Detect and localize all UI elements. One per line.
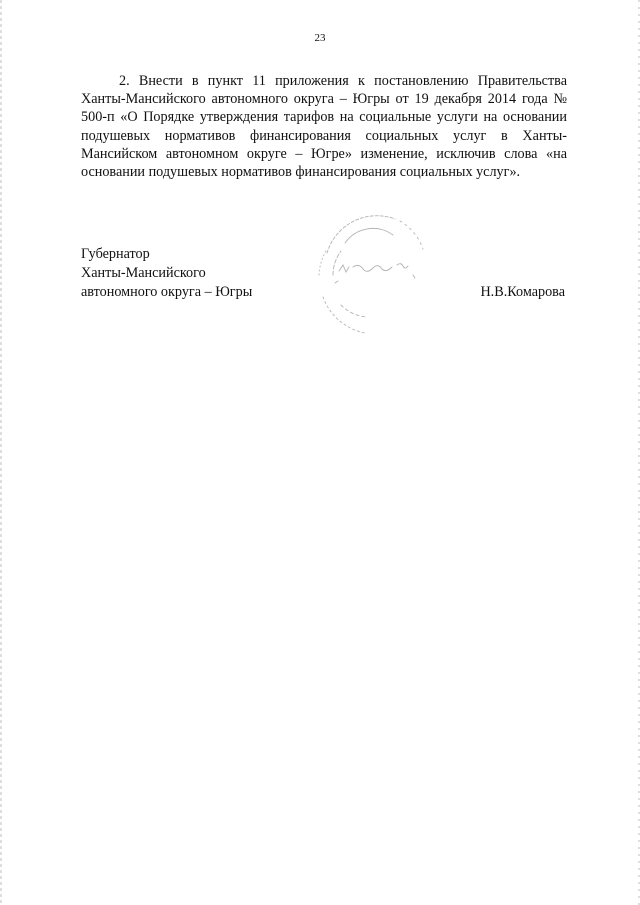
body-paragraph: 2. Внести в пункт 11 приложения к постановлению Правительства Ханты-Мансийского автономного округа – Югры от 19 декабря 2014 года № 500-п «О Порядке утверждения тарифов на социальные услуги на основании подушевых нормативов финансирования социальных услуг в Ханты-Мансийском автономном округе – Югре» изменение, исключив слова «на основании подушевых нормативов финансирования социальных услуг». — [81, 73, 567, 181]
signature-title-line: Губернатор — [81, 246, 150, 262]
signer-name: Н.В.Комарова — [480, 284, 565, 300]
page-number: 23 — [314, 32, 326, 44]
signature-title-block — [81, 245, 252, 302]
faded-official-seal-icon — [305, 205, 440, 340]
signature-title-line: автономного округа – Югры — [81, 284, 253, 300]
signature-title-line: Ханты-Мансийского — [81, 265, 206, 281]
scan-edge-left — [0, 0, 2, 905]
